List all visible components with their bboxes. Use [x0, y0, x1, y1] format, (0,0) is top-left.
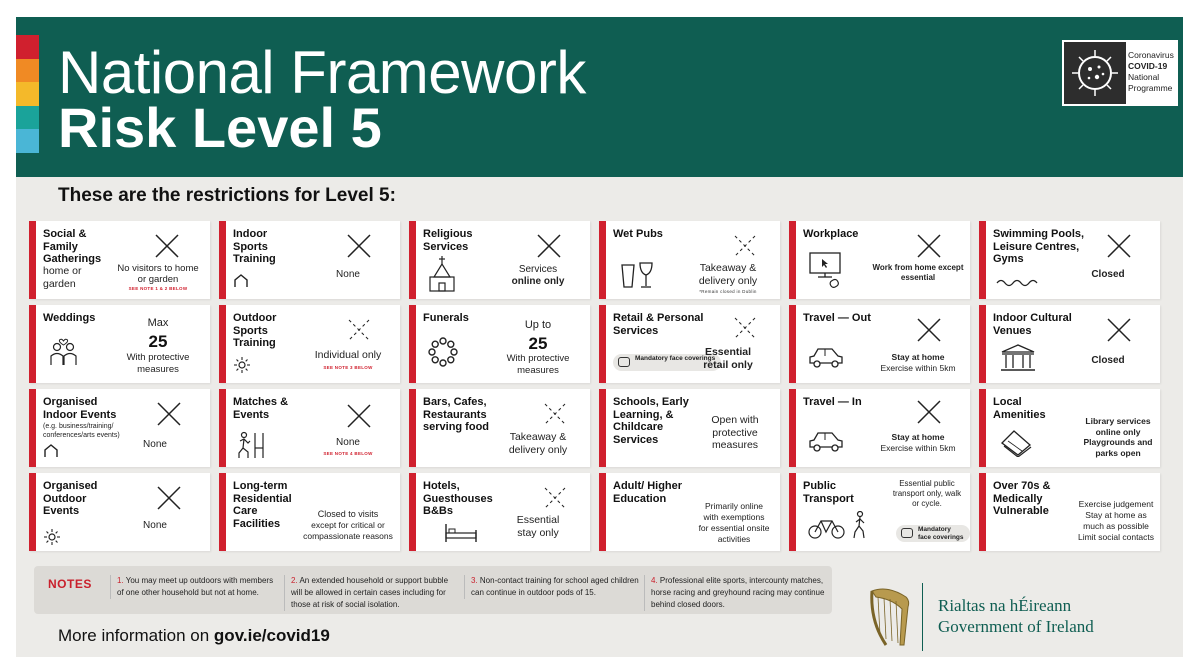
card-indoor-events: Organised Indoor Events (e.g. business/training/ conferences/arts events) None	[29, 389, 210, 467]
face-covering-pill: Mandatory face coverings	[613, 354, 721, 371]
covid-programme-badge	[1062, 40, 1178, 106]
badge-text: Coronavirus COVID-19 National Programme	[1128, 50, 1174, 93]
closed-x-icon	[916, 399, 942, 425]
card-bars-cafes: Bars, Cafes, Restaurants serving food Takeaway & delivery only	[409, 389, 590, 467]
stripe-teal	[16, 106, 39, 130]
card-over-70s: Over 70s & Medically Vulnerable Exercise judgement Stay at home as much as possible Limit social contacts	[979, 473, 1160, 551]
computer-icon	[808, 251, 844, 289]
logo-divider	[922, 583, 923, 651]
closed-x-icon	[156, 485, 182, 511]
card-weddings: Weddings Max 25 With protective measures	[29, 305, 210, 383]
car-icon	[808, 345, 844, 369]
card-outdoor-events: Organised Outdoor Events None	[29, 473, 210, 551]
card-adult-education: Adult/ Higher Education Primarily online with exemptions for essential onsite activities	[599, 473, 780, 551]
house-icon	[233, 273, 249, 289]
closed-x-icon	[1106, 233, 1132, 259]
closed-x-icon	[154, 233, 180, 259]
card-swimming-pools: Swimming Pools, Leisure Centres, Gyms Closed	[979, 221, 1160, 299]
card-local-amenities: Local Amenities Library services online only Playgrounds and parks open	[979, 389, 1160, 467]
car-icon	[808, 429, 844, 453]
dashed-x-icon	[542, 401, 568, 427]
card-schools: Schools, Early Learning, & Childcare Services Open with protective measures	[599, 389, 780, 467]
dashed-x-icon	[732, 233, 758, 259]
card-outdoor-sports: Outdoor Sports Training Individual only SEE NOTE 3 BELOW	[219, 305, 400, 383]
virus-logo-icon	[1064, 42, 1126, 104]
closed-x-icon	[916, 317, 942, 343]
risk-level-title: Risk Level 5	[58, 96, 382, 159]
church-icon	[428, 255, 456, 293]
bed-icon	[444, 523, 478, 543]
harp-icon	[864, 585, 916, 649]
stripe-orange	[16, 59, 39, 83]
museum-icon	[1000, 343, 1036, 373]
dashed-x-icon	[346, 317, 372, 343]
note-3: 3. Non-contact training for school aged children can continue in outdoor pods of 15.	[464, 575, 640, 599]
note-2: 2. An extended household or support bubble will be allowed in certain cases including for those at risk of social isolation.	[284, 575, 460, 611]
wedding-couple-icon	[48, 337, 80, 367]
card-retail: Retail & Personal Services Mandatory face coverings Essential retail only	[599, 305, 780, 383]
stripe-blue	[16, 129, 39, 153]
waves-icon	[996, 277, 1046, 289]
books-icon	[1000, 427, 1034, 457]
house-icon	[43, 443, 59, 459]
card-travel-in: Travel — In Stay at home Exercise within 5km	[789, 389, 970, 467]
face-covering-pill: Mandatory face coverings	[896, 525, 970, 542]
dashed-x-icon	[542, 485, 568, 511]
card-workplace: Workplace Work from home except essential	[789, 221, 970, 299]
card-cultural-venues: Indoor Cultural Venues Closed	[979, 305, 1160, 383]
note-1: 1. You may meet up outdoors with members of one other household but not at home.	[110, 575, 280, 599]
face-mask-icon	[901, 528, 913, 538]
card-social-gatherings: Social & Family Gatherings home or garden No visitors to home or garden SEE NOTE 1 & 2 BELOW	[29, 221, 210, 299]
more-info-text: More information on gov.ie/covid19	[58, 626, 330, 645]
gov-link[interactable]: gov.ie/covid19	[213, 626, 330, 645]
closed-x-icon	[346, 233, 372, 259]
card-public-transport: Public Transport Essential public transport only, walk or cycle. Mandatory face coverings	[789, 473, 970, 551]
card-travel-out: Travel — Out Stay at home Exercise within 5km	[789, 305, 970, 383]
card-wet-pubs: Wet Pubs Takeaway & delivery only *Remain closed in Dublin	[599, 221, 780, 299]
stripe-red	[16, 35, 39, 59]
card-religious-services: Religious Services Services online only	[409, 221, 590, 299]
drinks-icon	[620, 261, 656, 289]
sports-player-icon	[236, 431, 266, 461]
closed-x-icon	[536, 233, 562, 259]
restrictions-heading: These are the restrictions for Level 5:	[58, 185, 396, 206]
note-4: 4. Professional elite sports, intercounty matches, horse racing and greyhound racing may continue behind closed doors.	[644, 575, 828, 611]
stripe-yellow	[16, 82, 39, 106]
page-title: National Framework	[58, 39, 586, 106]
closed-x-icon	[156, 401, 182, 427]
card-long-term-care: Long-term Residential Care Facilities Closed to visits except for critical or compassionate reasons	[219, 473, 400, 551]
risk-color-stripes	[16, 35, 39, 153]
bicycle-walker-icon	[808, 511, 872, 541]
card-funerals: Funerals Up to 25 With protective measures	[409, 305, 590, 383]
card-matches-events: Matches & Events None SEE NOTE 4 BELOW	[219, 389, 400, 467]
closed-x-icon	[1106, 317, 1132, 343]
face-mask-icon	[618, 357, 630, 367]
sun-icon	[44, 529, 60, 545]
notes-label: NOTES	[48, 577, 92, 591]
closed-x-icon	[916, 233, 942, 259]
closed-x-icon	[346, 403, 372, 429]
sun-icon	[234, 357, 250, 373]
dashed-x-icon	[732, 315, 758, 341]
card-hotels: Hotels, Guesthouses B&Bs Essential stay only	[409, 473, 590, 551]
card-indoor-sports: Indoor Sports Training None	[219, 221, 400, 299]
wreath-icon	[428, 337, 458, 367]
